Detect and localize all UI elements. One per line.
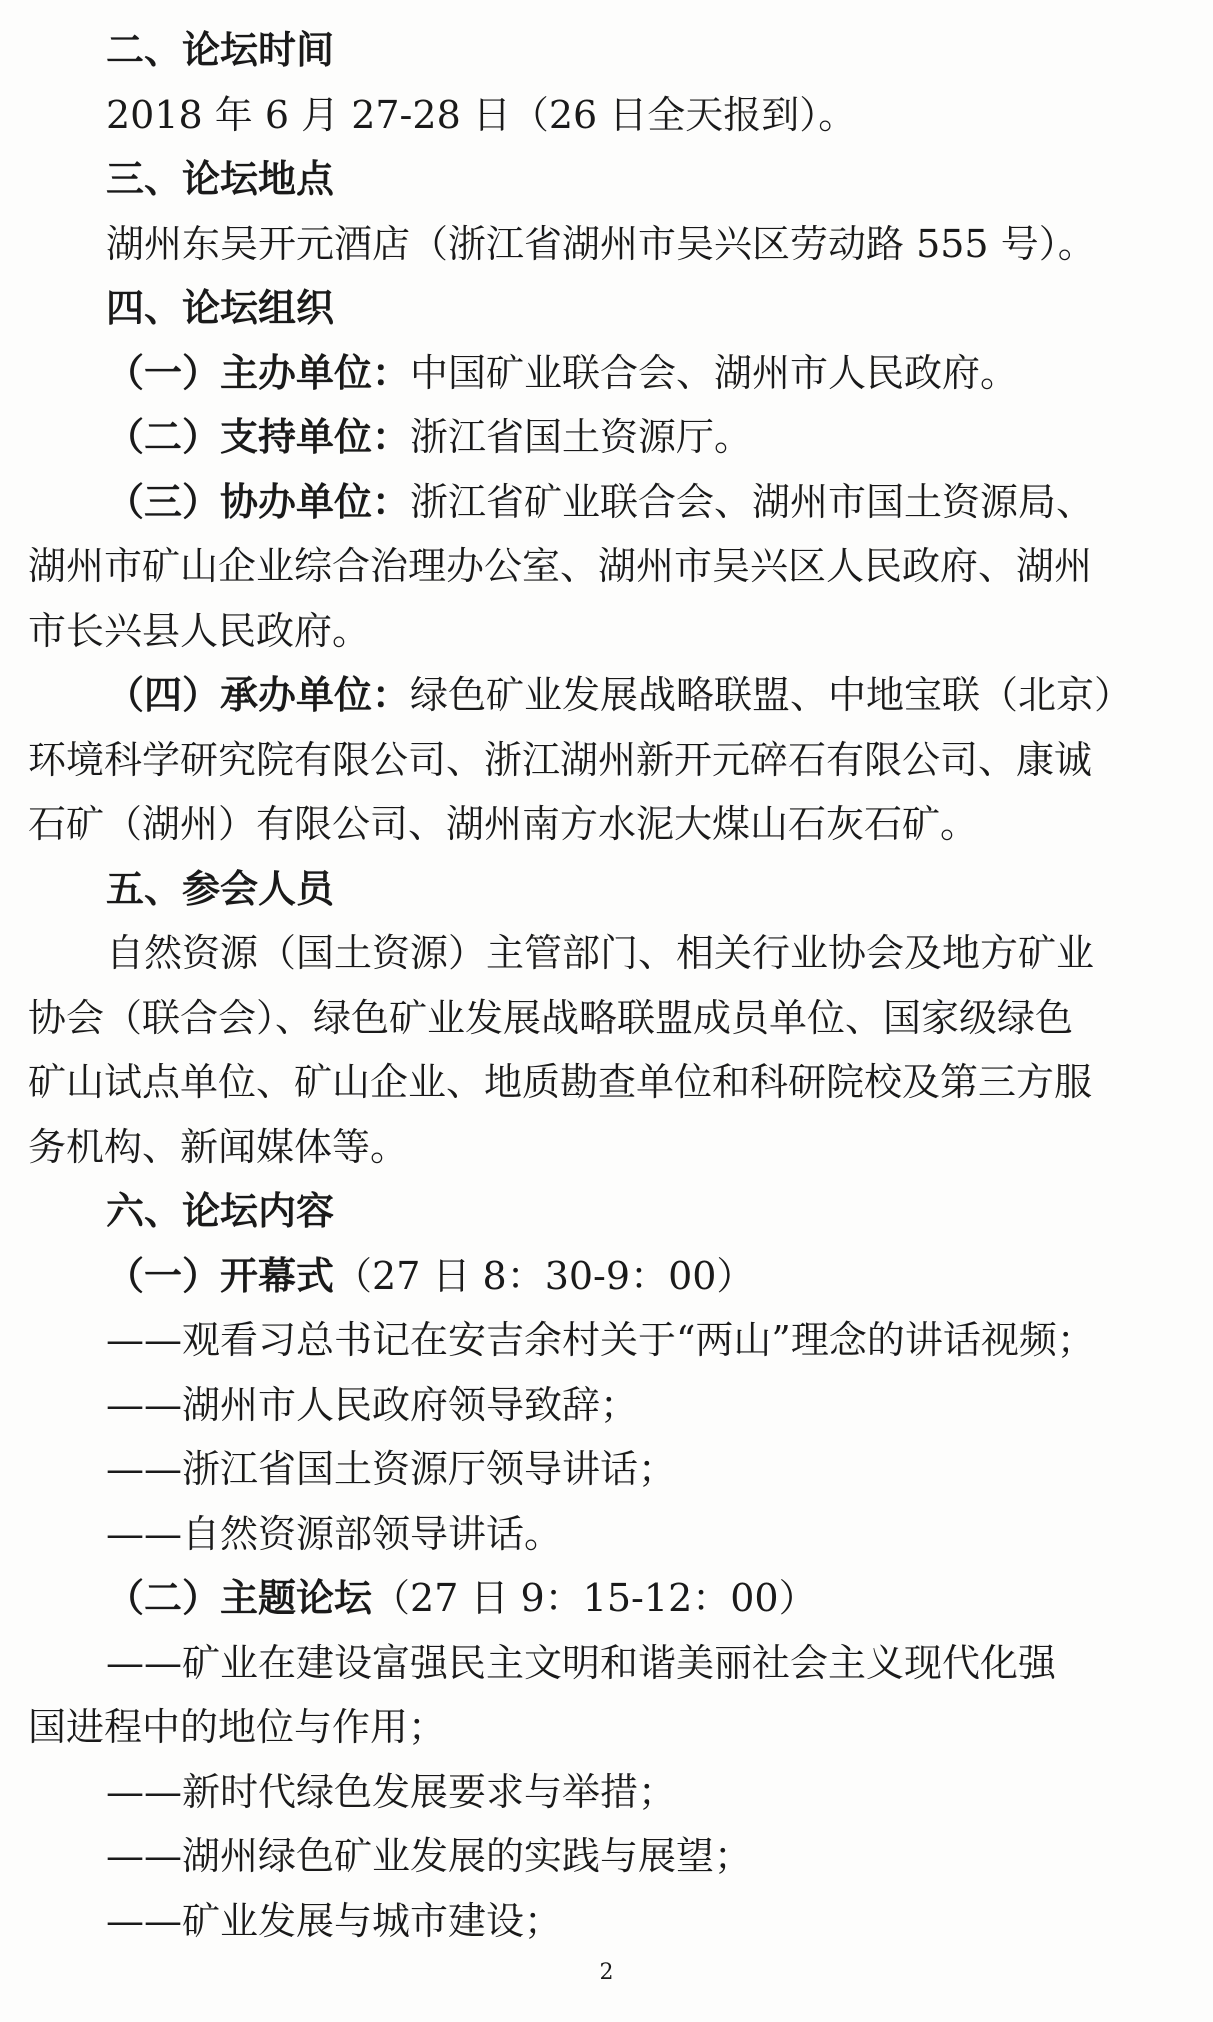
page-number: 2	[599, 1960, 614, 1985]
section-heading-organization: 四、论坛组织	[106, 286, 335, 330]
org-coorganizer-label: （三）协办单位：	[106, 479, 411, 524]
org-coorganizer-text-1: 浙江省矿业联合会、湖州市国土资源局、	[410, 479, 1095, 524]
org-host-line	[28, 341, 1185, 406]
attendees-text-4: 务机构、新闻媒体等。	[28, 1124, 409, 1169]
org-coorganizer-line	[28, 470, 1185, 535]
org-undertaker-text-2: 环境科学研究院有限公司、浙江湖州新开元碎石有限公司、康诚	[28, 737, 1093, 782]
section-heading-location: 三、论坛地点	[106, 157, 335, 201]
org-host-label: （一）主办单位：	[106, 350, 411, 395]
org-support-line	[28, 405, 1185, 470]
org-undertaker-text-3: 石矿（湖州）有限公司、湖州南方水泥大煤山石灰石矿。	[28, 802, 979, 846]
forum-time-text: 2018 年 6 月 27-28 日（26 日全天报到）。	[106, 92, 857, 137]
attendees-text-3: 矿山试点单位、矿山企业、地质勘查单位和科研院校及第三方服	[28, 1060, 1093, 1104]
org-support-label: （二）支持单位：	[106, 415, 411, 459]
theme-forum-label: （二）主题论坛	[106, 1576, 373, 1620]
opening-ceremony-line	[28, 1244, 1185, 1309]
opening-ceremony-label: （一）开幕式	[106, 1253, 335, 1298]
opening-ceremony-time: （27 日 8：30-9：00）	[334, 1253, 755, 1298]
section-heading-time: 二、论坛时间	[106, 28, 335, 72]
opening-item: ——观看习总书记在安吉余村关于“两山”理念的讲话视频；	[106, 1318, 1095, 1362]
theme-item: ——湖州绿色矿业发展的实践与展望；	[106, 1834, 753, 1878]
attendees-text-2: 协会（联合会）、绿色矿业发展战略联盟成员单位、国家级绿色	[28, 995, 1074, 1040]
theme-forum-time: （27 日 9：15-12：00）	[372, 1576, 817, 1620]
opening-item: ——浙江省国土资源厅领导讲话；	[106, 1447, 677, 1491]
theme-forum-line	[28, 1566, 1185, 1631]
org-support-text: 浙江省国土资源厅。	[410, 415, 753, 459]
opening-item: ——湖州市人民政府领导致辞；	[106, 1382, 639, 1427]
section-heading-attendees: 五、参会人员	[106, 866, 335, 911]
theme-item-0b: 国进程中的地位与作用；	[28, 1705, 447, 1749]
theme-item: ——新时代绿色发展要求与举措；	[106, 1769, 677, 1814]
org-coorganizer-text-3: 市长兴县人民政府。	[28, 608, 371, 653]
opening-item: ——自然资源部领导讲话。	[106, 1511, 563, 1556]
forum-location-text: 湖州东吴开元酒店（浙江省湖州市吴兴区劳动路 555 号）。	[106, 221, 1096, 266]
theme-item-0a: ——矿业在建设富强民主文明和谐美丽社会主义现代化强	[106, 1640, 1057, 1685]
org-coorganizer-text-2: 湖州市矿山企业综合治理办公室、湖州市吴兴区人民政府、湖州	[28, 544, 1093, 588]
org-host-text: 中国矿业联合会、湖州市人民政府。	[410, 350, 1019, 395]
org-undertaker-label: （四）承办单位：	[106, 673, 411, 717]
org-undertaker-line	[28, 663, 1185, 728]
org-undertaker-text-1: 绿色矿业发展战略联盟、中地宝联（北京）	[410, 673, 1133, 717]
section-heading-content: 六、论坛内容	[106, 1189, 335, 1233]
theme-item: ——矿业发展与城市建设；	[106, 1898, 563, 1943]
attendees-text-1: 自然资源（国土资源）主管部门、相关行业协会及地方矿业	[106, 931, 1095, 975]
